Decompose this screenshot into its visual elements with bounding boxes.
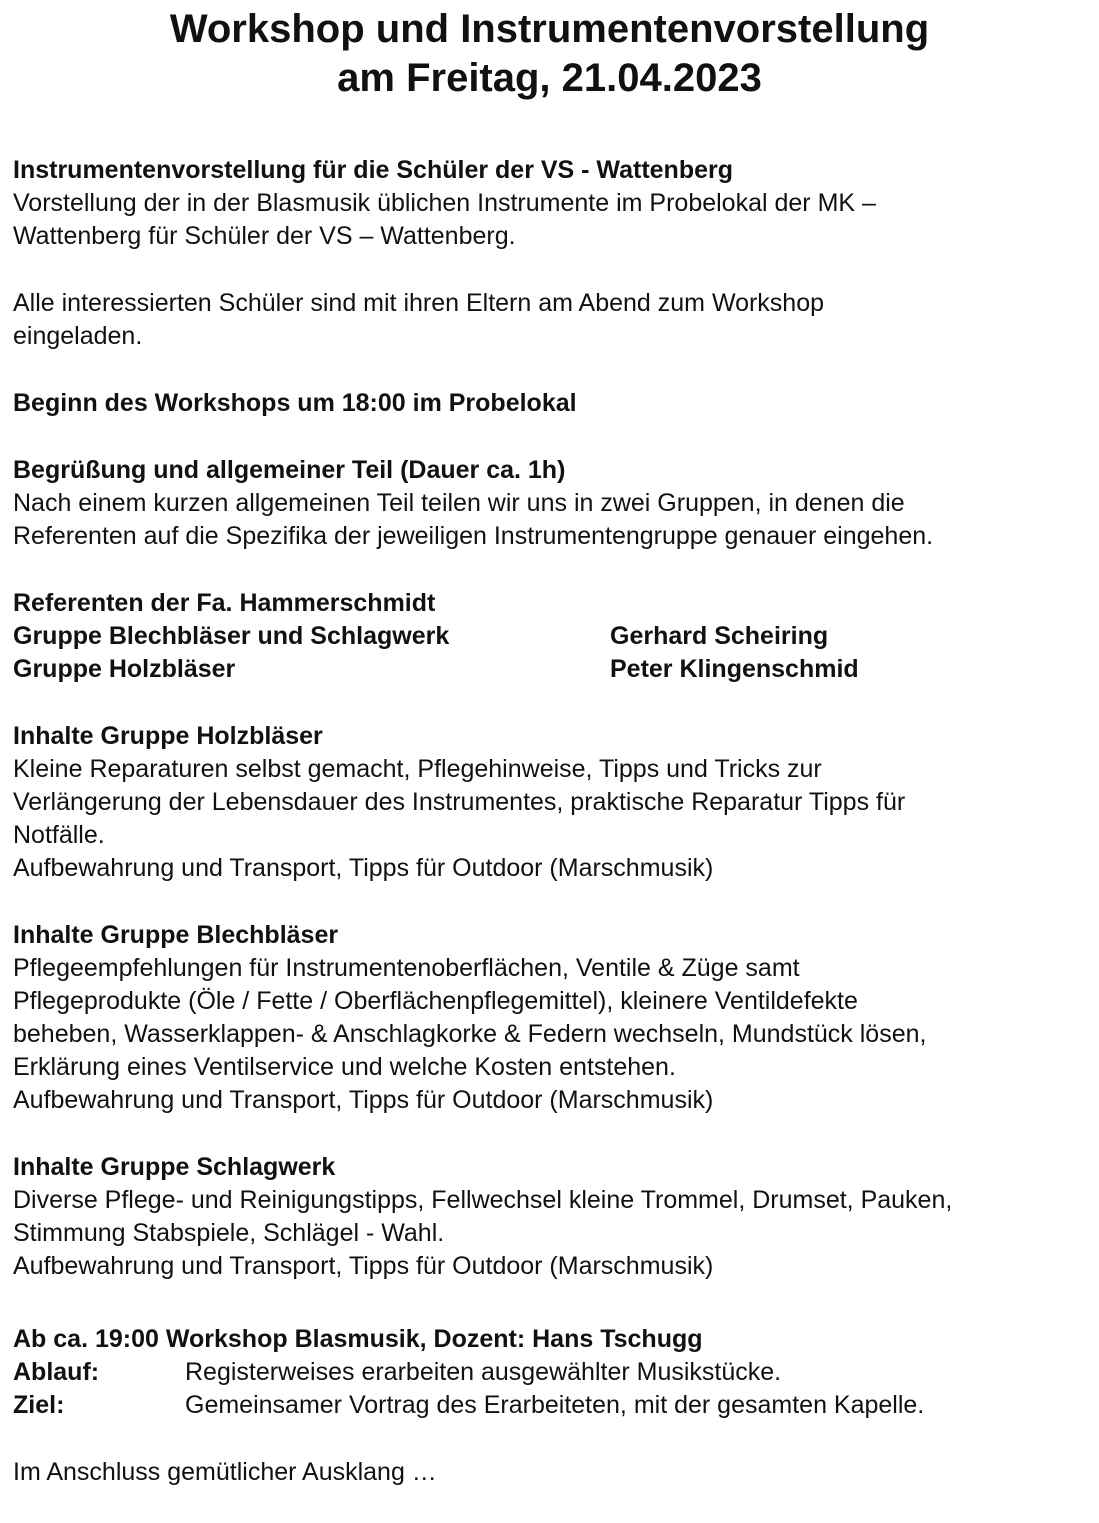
brass-text-line: Aufbewahrung und Transport, Tipps für Outdoor (Marschmusik) bbox=[13, 1086, 714, 1114]
speaker-name: Gerhard Scheiring bbox=[610, 622, 829, 650]
intro-heading: Instrumentenvorstellung für die Schüler der VS - Wattenberg bbox=[13, 156, 734, 184]
percussion-text-line: Diverse Pflege- und Reinigungstipps, Fellwechsel kleine Trommel, Drumset, Pauken, bbox=[13, 1186, 953, 1214]
start-time-heading: Beginn des Workshops um 18:00 im Probelokal bbox=[13, 389, 577, 417]
title-line-1: Workshop und Instrumentenvorstellung bbox=[169, 7, 930, 51]
woodwind-text-line: Verlängerung der Lebensdauer des Instrumentes, praktische Reparatur Tipps für bbox=[13, 788, 906, 816]
welcome-text-line: Nach einem kurzen allgemeinen Teil teilen wir uns in zwei Gruppen, in denen die bbox=[13, 489, 905, 517]
woodwind-text-line: Notfälle. bbox=[13, 821, 105, 849]
invite-text-line: eingeladen. bbox=[13, 322, 143, 350]
woodwind-heading: Inhalte Gruppe Holzbläser bbox=[13, 722, 323, 750]
woodwind-text-line: Aufbewahrung und Transport, Tipps für Outdoor (Marschmusik) bbox=[13, 854, 714, 882]
percussion-text-line: Stimmung Stabspiele, Schlägel - Wahl. bbox=[13, 1219, 445, 1247]
speaker-group: Gruppe Holzbläser bbox=[13, 655, 236, 683]
ablauf-label: Ablauf: bbox=[13, 1358, 100, 1386]
woodwind-text-line: Kleine Reparaturen selbst gemacht, Pflegehinweise, Tipps und Tricks zur bbox=[13, 755, 822, 783]
workshop-ablauf-row bbox=[13, 1356, 1063, 1389]
title-line-2: am Freitag, 21.04.2023 bbox=[337, 56, 762, 100]
brass-heading: Inhalte Gruppe Blechbläser bbox=[13, 921, 339, 949]
invite-text-line: Alle interessierten Schüler sind mit ihren Eltern am Abend zum Workshop bbox=[13, 289, 825, 317]
welcome-heading: Begrüßung und allgemeiner Teil (Dauer ca. 1h) bbox=[13, 456, 566, 484]
welcome-text-line: Referenten auf die Spezifika der jeweiligen Instrumentengruppe genauer eingehen. bbox=[13, 522, 934, 550]
intro-text-line: Vorstellung der in der Blasmusik üblichen Instrumente im Probelokal der MK – bbox=[13, 189, 876, 217]
closing-text: Im Anschluss gemütlicher Ausklang … bbox=[13, 1458, 437, 1486]
speaker-row bbox=[13, 620, 1013, 653]
brass-text-line: Pflegeempfehlungen für Instrumentenoberflächen, Ventile & Züge samt bbox=[13, 954, 800, 982]
speakers-heading: Referenten der Fa. Hammerschmidt bbox=[13, 589, 436, 617]
workshop-heading: Ab ca. 19:00 Workshop Blasmusik, Dozent: Hans Tschugg bbox=[13, 1325, 703, 1353]
intro-text-line: Wattenberg für Schüler der VS – Wattenberg. bbox=[13, 222, 516, 250]
speaker-group: Gruppe Blechbläser und Schlagwerk bbox=[13, 622, 450, 650]
brass-text-line: beheben, Wasserklappen- & Anschlagkorke & Federn wechseln, Mundstück lösen, bbox=[13, 1020, 927, 1048]
percussion-heading: Inhalte Gruppe Schlagwerk bbox=[13, 1153, 336, 1181]
ziel-label: Ziel: bbox=[13, 1391, 65, 1419]
brass-text-line: Pflegeprodukte (Öle / Fette / Oberflächenpflegemittel), kleinere Ventildefekte bbox=[13, 987, 858, 1015]
speaker-row bbox=[13, 653, 1013, 686]
brass-text-line: Erklärung eines Ventilservice und welche Kosten entstehen. bbox=[13, 1053, 676, 1081]
speaker-name: Peter Klingenschmid bbox=[610, 655, 859, 683]
ziel-value: Gemeinsamer Vortrag des Erarbeiteten, mit der gesamten Kapelle. bbox=[185, 1391, 925, 1419]
percussion-text-line: Aufbewahrung und Transport, Tipps für Outdoor (Marschmusik) bbox=[13, 1252, 714, 1280]
workshop-ziel-row bbox=[13, 1389, 1063, 1422]
ablauf-value: Registerweises erarbeiten ausgewählter Musikstücke. bbox=[185, 1358, 782, 1386]
